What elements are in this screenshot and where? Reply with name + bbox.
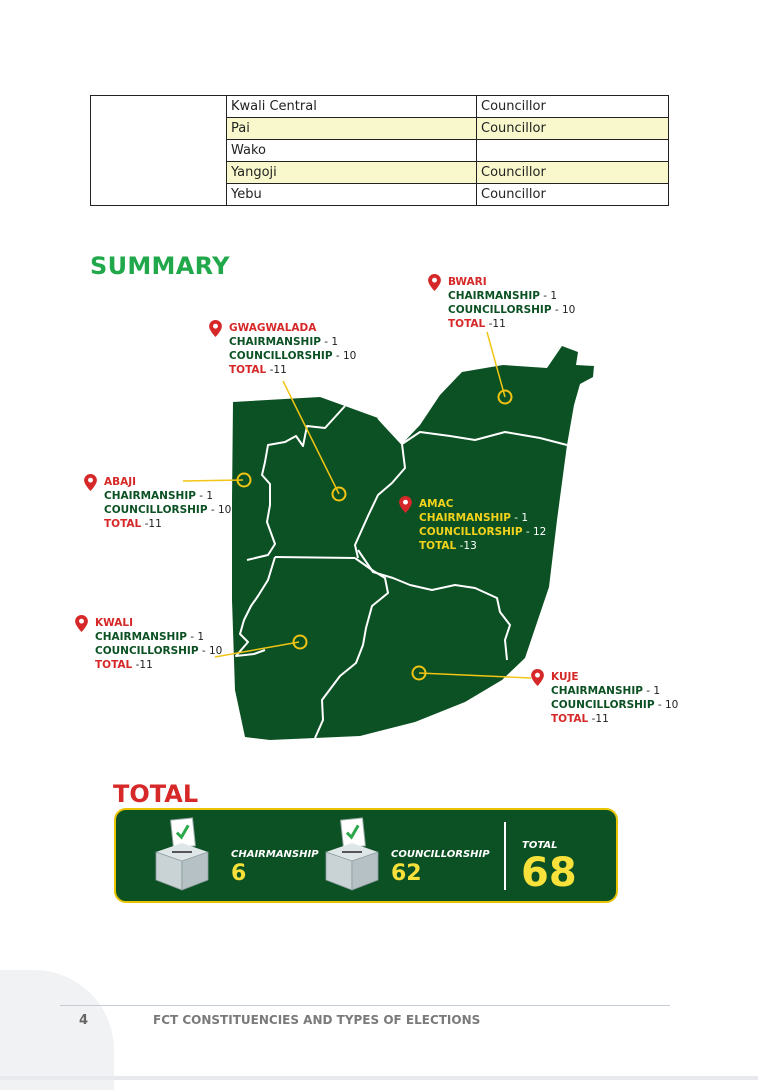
area-name: BWARI <box>448 276 487 288</box>
area-name: AMAC <box>419 498 454 510</box>
ward-cell: Yebu <box>227 184 477 206</box>
election-type-cell: Councillor <box>477 96 669 118</box>
councillorship-value: 62 <box>391 861 422 886</box>
chairmanship-label: CHAIRMANSHIP <box>231 849 319 860</box>
summary-title: SUMMARY <box>90 252 230 280</box>
divider <box>504 822 506 890</box>
chairmanship-value: 6 <box>231 861 247 886</box>
footer-decoration <box>0 970 114 1090</box>
footer-title: FCT CONSTITUENCIES AND TYPES OF ELECTIONS <box>153 1013 481 1027</box>
councillorship-label: COUNCILLORSHIP <box>391 849 490 860</box>
location-pin-icon <box>428 274 441 291</box>
info-gwagwalada: GWAGWALADA CHAIRMANSHIP - 1 COUNCILLORSHIP - 10 TOTAL -11 <box>229 321 356 377</box>
info-bwari: BWARI CHAIRMANSHIP - 1 COUNCILLORSHIP - 10 TOTAL -11 <box>448 275 575 331</box>
election-type-cell: Councillor <box>477 184 669 206</box>
page-number: 4 <box>79 1013 89 1028</box>
ward-cell: Wako <box>227 140 477 162</box>
info-kuje: KUJE CHAIRMANSHIP - 1 COUNCILLORSHIP - 10 TOTAL -11 <box>551 670 678 726</box>
ballot-box-icon <box>150 816 214 894</box>
footer-divider <box>60 1005 670 1006</box>
ward-cell: Kwali Central <box>227 96 477 118</box>
bottom-strip <box>0 1076 758 1080</box>
location-pin-icon <box>399 496 412 513</box>
total-panel <box>114 808 618 903</box>
election-type-cell: Councillor <box>477 162 669 184</box>
location-pin-icon <box>75 615 88 632</box>
area-name: GWAGWALADA <box>229 322 317 334</box>
total-title: TOTAL <box>113 780 199 808</box>
election-type-cell: Councillor <box>477 118 669 140</box>
info-amac: AMAC CHAIRMANSHIP - 1 COUNCILLORSHIP - 12 TOTAL -13 <box>419 497 546 553</box>
info-kwali: KWALI CHAIRMANSHIP - 1 COUNCILLORSHIP - 10 TOTAL -11 <box>95 616 222 672</box>
ballot-box-icon <box>320 816 384 894</box>
border-gwagwalada-kwali <box>275 557 355 558</box>
area-name: KUJE <box>551 671 579 683</box>
ward-cell: Yangoji <box>227 162 477 184</box>
grand-total-label: TOTAL <box>522 840 558 851</box>
area-name: ABAJI <box>104 476 137 488</box>
location-pin-icon <box>531 669 544 686</box>
location-pin-icon <box>84 474 97 491</box>
location-pin-icon <box>209 320 222 337</box>
area-name: KWALI <box>95 617 133 629</box>
info-abaji: ABAJI CHAIRMANSHIP - 1 COUNCILLORSHIP - 10 TOTAL -11 <box>104 475 231 531</box>
ward-cell: Pai <box>227 118 477 140</box>
grand-total-value: 68 <box>521 850 577 896</box>
